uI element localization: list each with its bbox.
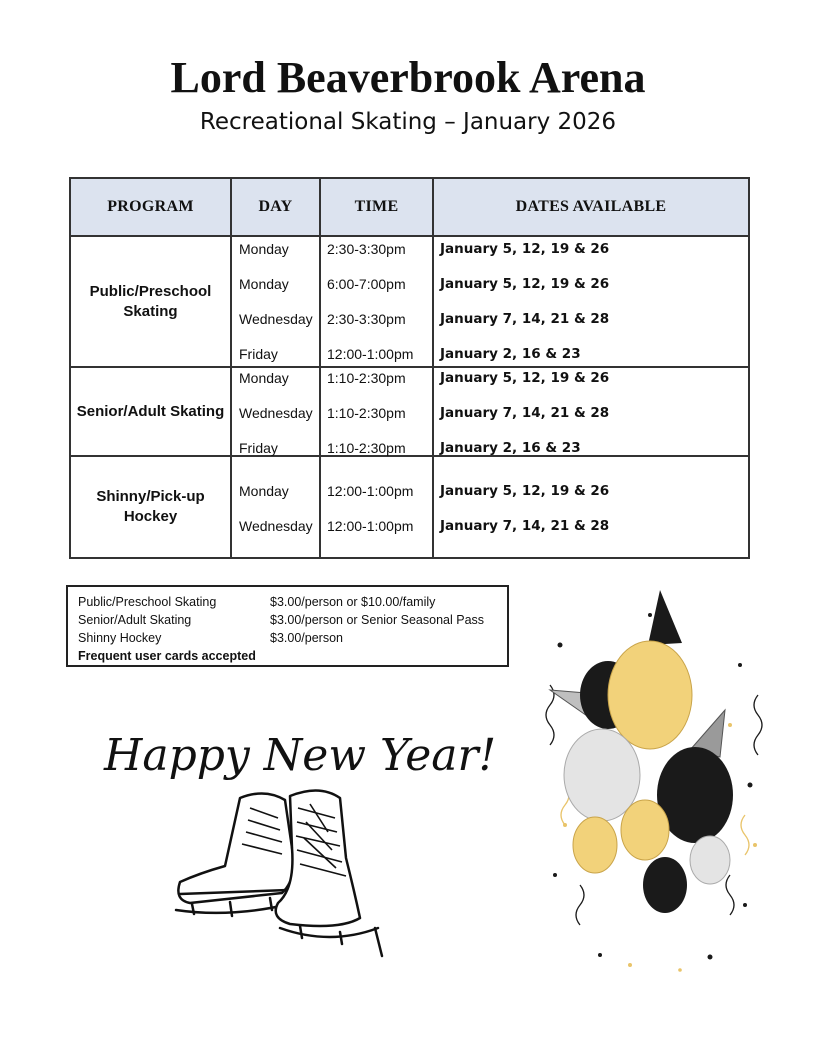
page-subtitle: Recreational Skating – January 2026 bbox=[199, 109, 617, 135]
program-name: Shinny/Pick-up Hockey bbox=[70, 456, 231, 558]
session-time: 12:00-1:00pm bbox=[327, 483, 414, 499]
ice-skates-illustration bbox=[170, 778, 410, 968]
session-day: Wednesday bbox=[239, 518, 313, 534]
session-dates: January 5, 12, 19 & 26 bbox=[440, 370, 610, 386]
pricing-program: Public/Preschool Skating bbox=[78, 595, 217, 609]
session-dates: January 5, 12, 19 & 26 bbox=[440, 483, 610, 499]
session-day: Friday bbox=[239, 346, 278, 362]
session-day: Monday bbox=[239, 483, 289, 499]
session-dates: January 5, 12, 19 & 26 bbox=[440, 276, 610, 292]
pricing-price: $3.00/person bbox=[270, 631, 343, 645]
balloon-black bbox=[643, 857, 687, 913]
program-name: Senior/Adult Skating bbox=[70, 367, 231, 456]
party-balloons-illustration bbox=[540, 585, 770, 985]
pricing-program: Shinny Hockey bbox=[78, 631, 162, 645]
session-dates: January 7, 14, 21 & 28 bbox=[440, 405, 610, 421]
pricing-price: $3.00/person or $10.00/family bbox=[270, 595, 436, 609]
balloon-gold bbox=[608, 641, 692, 749]
session-day: Friday bbox=[239, 440, 278, 456]
session-day: Wednesday bbox=[239, 311, 313, 327]
pricing-box bbox=[66, 585, 509, 667]
balloon-silver bbox=[564, 729, 640, 821]
pricing-row bbox=[78, 629, 497, 647]
column-header-program: PROGRAM bbox=[70, 178, 231, 236]
balloon-silver bbox=[690, 836, 730, 884]
session-dates: January 2, 16 & 23 bbox=[440, 440, 581, 456]
column-header-day: DAY bbox=[231, 178, 320, 236]
table-row-public-preschool bbox=[70, 236, 749, 367]
session-time: 12:00-1:00pm bbox=[327, 346, 414, 362]
session-time: 12:00-1:00pm bbox=[327, 518, 414, 534]
pricing-row bbox=[78, 593, 497, 611]
table-row-senior-adult bbox=[70, 367, 749, 456]
table-row-shinny-hockey bbox=[70, 456, 749, 558]
session-time: 2:30-3:30pm bbox=[327, 311, 406, 327]
balloon-gold bbox=[621, 800, 669, 860]
session-time: 1:10-2:30pm bbox=[327, 440, 406, 456]
session-day: Monday bbox=[239, 370, 289, 386]
session-day: Monday bbox=[239, 276, 289, 292]
session-dates: January 2, 16 & 23 bbox=[440, 346, 581, 362]
session-dates: January 7, 14, 21 & 28 bbox=[440, 518, 610, 534]
session-time: 2:30-3:30pm bbox=[327, 241, 406, 257]
page-title: Lord Beaverbrook Arena bbox=[170, 53, 646, 102]
column-header-time: TIME bbox=[320, 178, 433, 236]
pricing-note: Frequent user cards accepted bbox=[78, 649, 256, 663]
session-dates: January 5, 12, 19 & 26 bbox=[440, 241, 610, 257]
party-hat-icon bbox=[648, 590, 682, 645]
session-dates: January 7, 14, 21 & 28 bbox=[440, 311, 610, 327]
greeting-text: Happy New Year! bbox=[104, 730, 497, 781]
session-time: 1:10-2:30pm bbox=[327, 405, 406, 421]
session-day: Monday bbox=[239, 241, 289, 257]
program-name: Public/Preschool Skating bbox=[70, 236, 231, 367]
pricing-row bbox=[78, 611, 497, 629]
session-time: 1:10-2:30pm bbox=[327, 370, 406, 386]
pricing-price: $3.00/person or Senior Seasonal Pass bbox=[270, 613, 485, 627]
session-time: 6:00-7:00pm bbox=[327, 276, 406, 292]
session-day: Wednesday bbox=[239, 405, 313, 421]
column-header-dates: DATES AVAILABLE bbox=[433, 178, 749, 236]
schedule-table bbox=[69, 177, 750, 559]
balloon-gold bbox=[573, 817, 617, 873]
pricing-program: Senior/Adult Skating bbox=[78, 613, 192, 627]
table-header-row bbox=[70, 178, 749, 236]
